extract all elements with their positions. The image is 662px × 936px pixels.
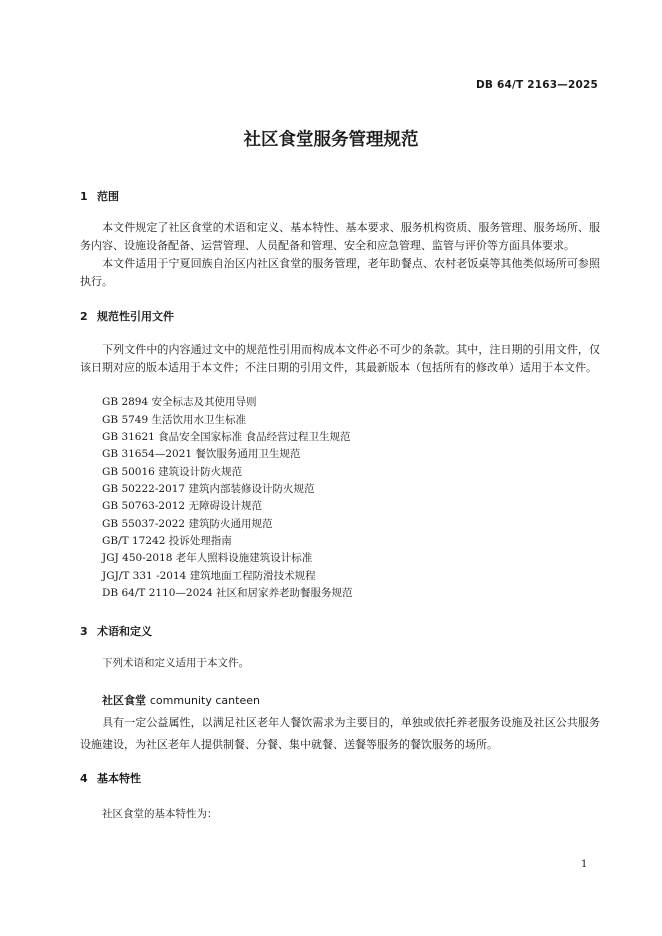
reference-item: GB 5749 生活饮用水卫生标准 [102, 414, 247, 426]
reference-item: GB/T 17242 投诉处理指南 [102, 535, 232, 547]
section-title: 范围 [97, 190, 119, 203]
scope-paragraph-2 [80, 255, 600, 291]
paragraph-text: 本文件规定了社区食堂的术语和定义、基本特性、基本要求、服务机构资质、服务管理、服务场所、服务内容、设施设备配备、运营管理、人员配备和管理、安全和应急管理、监管与评价等方面具体要求。 [80, 221, 600, 252]
normative-intro [80, 341, 600, 377]
section-number: 1 [80, 190, 88, 203]
paragraph-text: 下列文件中的内容通过文中的规范性引用而构成本文件必不可少的条款。其中，注日期的引用文件，仅该日期对应的版本适用于本文件；不注日期的引用文件，其最新版本（包括所有的修改单）适用于本文件。 [80, 343, 600, 374]
reference-item: GB 50222-2017 建筑内部装修设计防火规范 [102, 483, 315, 495]
paragraph-text: 本文件适用于宁夏回族自治区内社区食堂的服务管理，老年助餐点、农村老饭桌等其他类似场所可参照执行。 [80, 257, 600, 288]
term-english: community canteen [149, 694, 260, 707]
page-number: 1 [581, 859, 588, 870]
section-title: 术语和定义 [97, 625, 152, 638]
term-entry [102, 692, 260, 708]
section-heading-terms [80, 623, 152, 639]
scope-paragraph-1 [80, 219, 600, 255]
section-number: 4 [80, 772, 88, 785]
reference-item: GB 2894 安全标志及其使用导则 [102, 396, 257, 408]
standard-number: DB 64/T 2163—2025 [476, 79, 598, 91]
document-title: 社区食堂服务管理规范 [243, 130, 419, 150]
reference-item: GB 50763-2012 无障碍设计规范 [102, 500, 262, 512]
section-number: 3 [80, 625, 88, 638]
reference-item: GB 50016 建筑设计防火规范 [102, 466, 243, 478]
reference-item: GB 31621 食品安全国家标准 食品经营过程卫生规范 [102, 431, 351, 443]
reference-item: GB 55037-2022 建筑防火通用规范 [102, 518, 273, 530]
reference-item: DB 64/T 2110—2024 社区和居家养老助餐服务规范 [102, 587, 353, 599]
section-title: 规范性引用文件 [97, 310, 174, 323]
reference-item: JGJ/T 331 -2014 建筑地面工程防滑技术规程 [102, 570, 316, 582]
terms-intro: 下列术语和定义适用于本文件。 [102, 657, 249, 669]
reference-item: GB 31654—2021 餐饮服务通用卫生规范 [102, 448, 301, 460]
section-heading-characteristics [80, 770, 141, 786]
section-number: 2 [80, 310, 88, 323]
term-chinese: 社区食堂 [102, 694, 146, 707]
section-heading-normative [80, 308, 174, 324]
section-title: 基本特性 [97, 772, 141, 785]
section-heading-scope [80, 188, 119, 204]
characteristics-intro: 社区食堂的基本特性为： [102, 808, 218, 820]
paragraph-text: 具有一定公益属性，以满足社区老年人餐饮需求为主要目的，单独或依托养老服务设施及社区公共服务设施建设，为社区老年人提供制餐、分餐、集中就餐、送餐等服务的餐饮服务的场所。 [80, 716, 600, 751]
term-definition [80, 712, 600, 756]
reference-item: JGJ 450-2018 老年人照料设施建筑设计标准 [102, 552, 313, 564]
